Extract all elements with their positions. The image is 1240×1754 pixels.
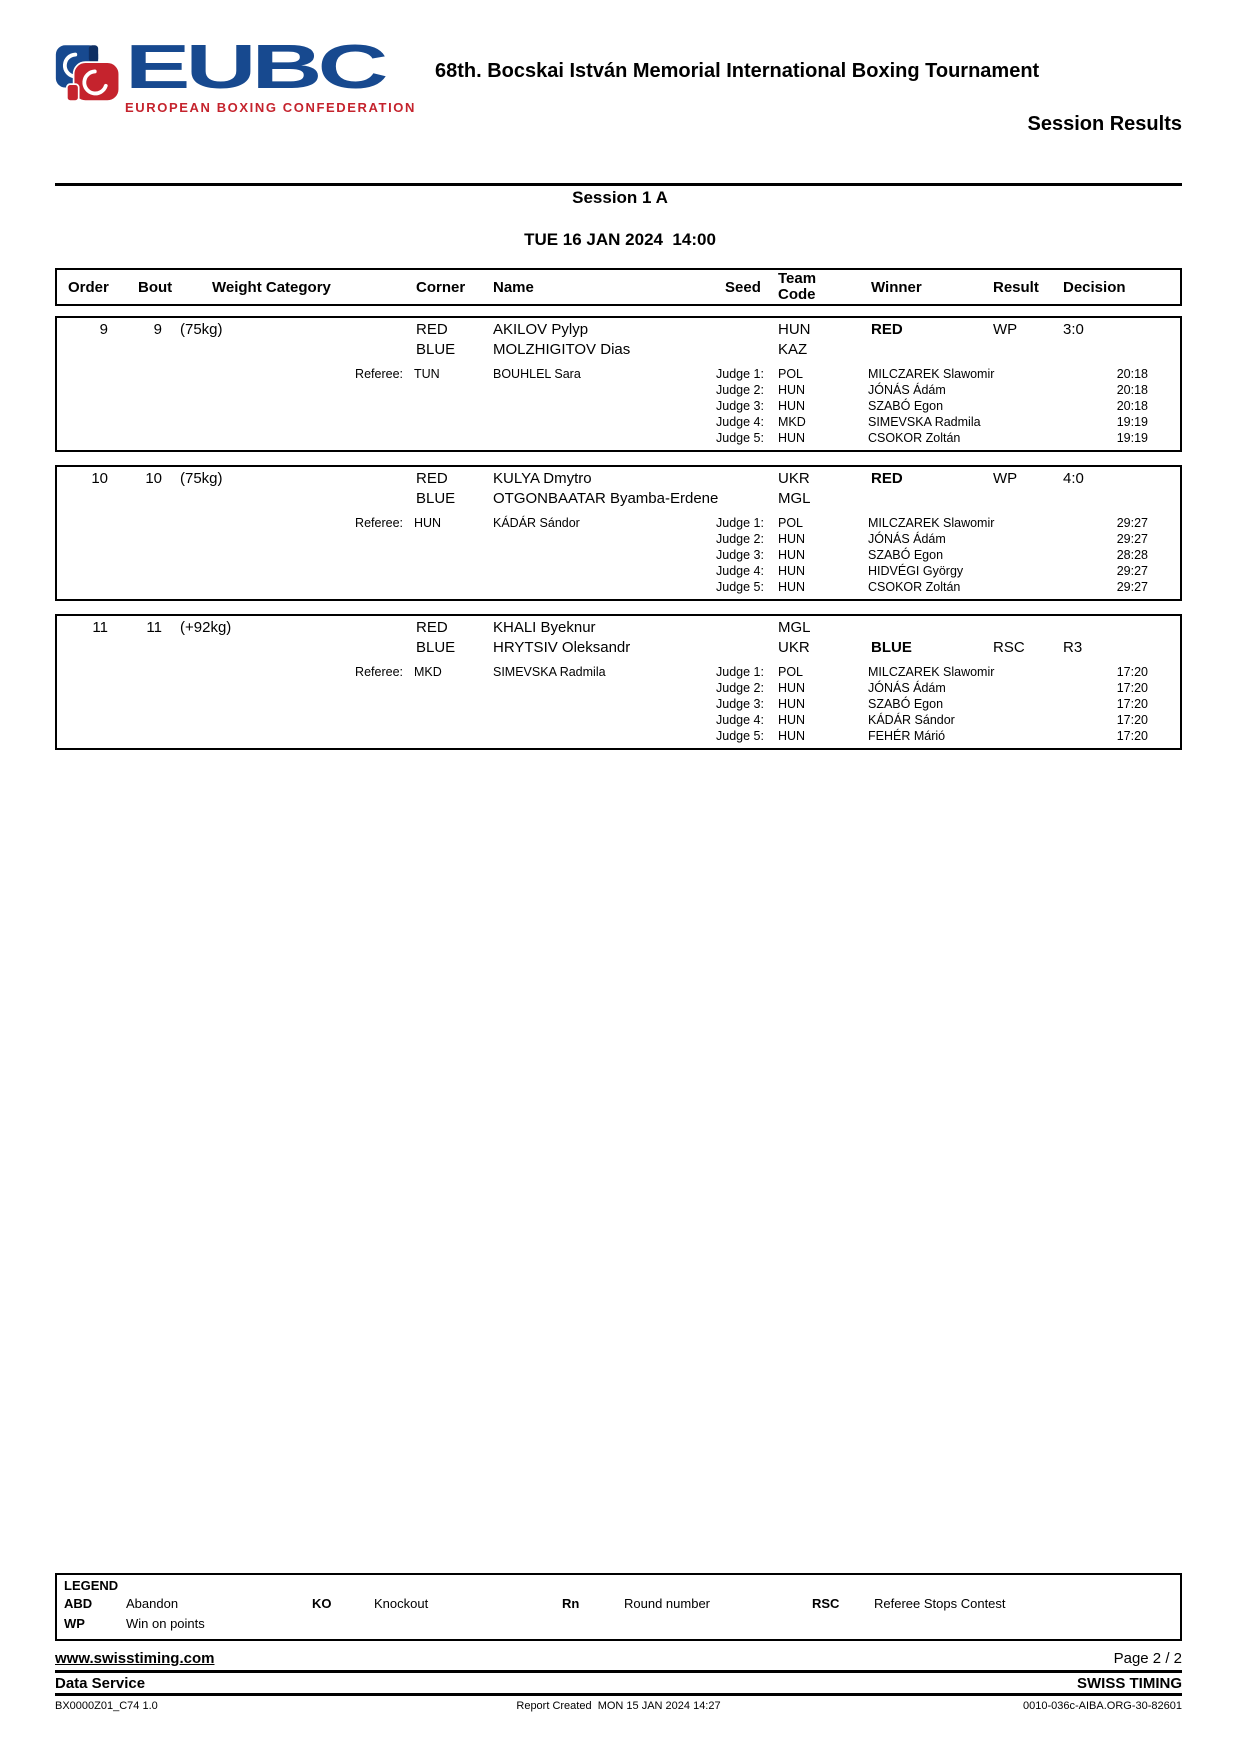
document-id: 0010-036c-AIBA.ORG-30-82601 (1023, 1700, 1182, 1712)
legend-item (812, 1595, 1173, 1613)
judge-label: Judge 3: (716, 548, 764, 562)
judge-country-code: HUN (778, 681, 806, 695)
col-header-team-line2: Code (778, 286, 816, 303)
bouts-container (55, 316, 1182, 750)
judge-label: Judge 1: (716, 665, 764, 679)
legend-desc: Round number (624, 1596, 710, 1611)
red-corner-label: RED (416, 619, 448, 636)
judge-row (707, 414, 1180, 430)
judge-country-code: HUN (778, 383, 806, 397)
decision-value: R3 (1063, 639, 1083, 656)
winner-value: BLUE (871, 639, 912, 656)
boxing-glove-icon (55, 40, 121, 108)
judge-score: 20:18 (1116, 399, 1148, 413)
bout-red-row (57, 320, 1180, 340)
referee-label: Referee: (355, 665, 403, 679)
legend-item (312, 1595, 562, 1613)
officials-section (57, 515, 1180, 595)
judge-row (707, 531, 1180, 547)
footer-row-1 (55, 1650, 1182, 1668)
judge-row (707, 366, 1180, 382)
judge-row (707, 579, 1180, 595)
legend-item (64, 1595, 312, 1613)
judge-country-code: POL (778, 516, 804, 530)
judge-row (707, 430, 1180, 446)
referee-label: Referee: (355, 367, 403, 381)
judge-label: Judge 2: (716, 383, 764, 397)
blue-boxer-name: HRYTSIV Oleksandr (493, 639, 631, 656)
col-header-corner: Corner (416, 278, 466, 296)
legend-code: ABD (64, 1596, 93, 1611)
judge-country-code: MKD (778, 415, 806, 429)
judge-label: Judge 3: (716, 697, 764, 711)
judge-country-code: HUN (778, 431, 806, 445)
bout-order: 10 (91, 470, 108, 487)
eubc-wordmark: EUBC (125, 33, 384, 102)
red-team-code: HUN (778, 321, 811, 338)
col-header-bout: Bout (138, 278, 173, 296)
judge-row (707, 680, 1180, 696)
bout-red-row (57, 618, 1180, 638)
col-header-weight-category: Weight Category (212, 278, 331, 296)
judge-country-code: HUN (778, 697, 806, 711)
referee-country-code: TUN (414, 367, 440, 381)
swiss-timing-label: SWISS TIMING (1077, 1675, 1182, 1692)
bout-weight-category: (75kg) (180, 321, 223, 338)
judge-row (707, 547, 1180, 563)
eubc-logo (55, 33, 417, 115)
legend-title: LEGEND (64, 1578, 119, 1593)
judge-score: 17:20 (1116, 697, 1148, 711)
judge-score: 20:18 (1116, 383, 1148, 397)
bout-blue-row (57, 340, 1180, 360)
judges-rows (707, 664, 1180, 744)
legend-item (64, 1615, 312, 1633)
header-divider (55, 183, 1182, 186)
judge-label: Judge 3: (716, 399, 764, 413)
red-boxer-name: KULYA Dmytro (493, 470, 592, 487)
bout-order: 9 (99, 321, 108, 338)
judge-country-code: HUN (778, 580, 806, 594)
col-header-name: Name (493, 278, 534, 296)
officials-section (57, 664, 1180, 744)
judge-country-code: HUN (778, 564, 806, 578)
judge-row (707, 696, 1180, 712)
judge-row (707, 728, 1180, 744)
judge-score: 29:27 (1116, 532, 1148, 546)
judge-row (707, 712, 1180, 728)
page-number: Page 2 / 2 (1113, 1650, 1182, 1667)
judge-score: 17:20 (1116, 681, 1148, 695)
blue-corner-label: BLUE (416, 490, 456, 507)
session-datetime: TUE 16 JAN 2024 14:00 (524, 230, 716, 249)
judge-label: Judge 2: (716, 532, 764, 546)
judge-country-code: HUN (778, 713, 806, 727)
tournament-title: 68th. Bocskai István Memorial International Boxing Tournament (435, 60, 1040, 82)
judge-name: SZABÓ Egon (868, 697, 944, 711)
result-value: WP (993, 470, 1018, 487)
col-header-winner: Winner (871, 278, 922, 296)
referee-country-code: HUN (414, 516, 442, 530)
judge-score: 20:18 (1116, 367, 1148, 381)
judge-country-code: HUN (778, 532, 806, 546)
data-service-label: Data Service (55, 1675, 146, 1692)
judge-country-code: HUN (778, 729, 806, 743)
judge-name: MILCZAREK Slawomir (868, 665, 995, 679)
judge-name: JÓNÁS Ádám (868, 383, 946, 397)
bout-red-row (57, 469, 1180, 489)
judge-name: MILCZAREK Slawomir (868, 367, 995, 381)
bout-number: 10 (145, 470, 162, 487)
referee-row (57, 515, 707, 531)
legend-code: Rn (562, 1596, 580, 1611)
judge-score: 29:27 (1116, 516, 1148, 530)
judge-row (707, 398, 1180, 414)
legend-code: RSC (812, 1596, 840, 1611)
judge-label: Judge 5: (716, 431, 764, 445)
red-boxer-name: KHALI Byeknur (493, 619, 596, 636)
blue-team-code: KAZ (778, 341, 808, 358)
legend-desc: Abandon (126, 1596, 179, 1611)
legend-code: KO (312, 1596, 332, 1611)
col-header-decision: Decision (1063, 278, 1126, 296)
footer-row-3 (55, 1697, 1182, 1715)
winner-value: RED (871, 321, 903, 338)
judge-row (707, 664, 1180, 680)
logo-text (125, 33, 417, 115)
bout-blue-row (57, 489, 1180, 509)
judge-label: Judge 1: (716, 516, 764, 530)
col-header-team-line1: Team (778, 270, 817, 287)
judge-name: MILCZAREK Slawomir (868, 516, 995, 530)
judges-rows (707, 366, 1180, 446)
judge-name: JÓNÁS Ádám (868, 532, 946, 546)
bout-weight-category: (+92kg) (180, 619, 232, 636)
referee-row (57, 664, 707, 680)
decision-value: 4:0 (1063, 470, 1084, 487)
legend-desc: Knockout (374, 1596, 429, 1611)
result-value: WP (993, 321, 1018, 338)
judge-score: 29:27 (1116, 564, 1148, 578)
bout-number: 9 (153, 321, 162, 338)
judge-name: JÓNÁS Ádám (868, 681, 946, 695)
judge-name: FEHÉR Márió (868, 729, 946, 743)
judge-row (707, 563, 1180, 579)
table-header-row (55, 268, 1182, 306)
red-team-code: UKR (778, 470, 810, 487)
judge-score: 28:28 (1116, 548, 1148, 562)
judge-label: Judge 5: (716, 729, 764, 743)
winner-value: RED (871, 470, 903, 487)
footer-divider-2 (55, 1693, 1182, 1696)
col-header-team-code (777, 271, 867, 303)
referee-label: Referee: (355, 516, 403, 530)
red-corner-label: RED (416, 321, 448, 338)
blue-corner-label: BLUE (416, 639, 456, 656)
officials-section (57, 366, 1180, 446)
footer-divider-1 (55, 1670, 1182, 1673)
judge-country-code: POL (778, 665, 804, 679)
bout-order: 11 (92, 619, 108, 636)
session-title: Session 1 A (572, 188, 668, 207)
red-boxer-name: AKILOV Pylyp (493, 321, 589, 338)
swisstiming-link[interactable]: www.swisstiming.com (55, 1650, 215, 1667)
decision-value: 3:0 (1063, 321, 1084, 338)
red-corner-label: RED (416, 470, 448, 487)
legend-box (55, 1573, 1182, 1641)
referee-country-code: MKD (414, 665, 442, 679)
judge-name: SZABÓ Egon (868, 548, 944, 562)
legend-item (562, 1595, 812, 1613)
judge-score: 17:20 (1116, 665, 1148, 679)
bout-number: 11 (146, 619, 162, 636)
judge-label: Judge 4: (716, 713, 764, 727)
judge-name: SIMEVSKA Radmila (868, 415, 981, 429)
bout-block (55, 465, 1182, 601)
legend-desc: Referee Stops Contest (874, 1596, 1006, 1611)
footer-row-2 (55, 1675, 1182, 1693)
bout-block (55, 316, 1182, 452)
bout-block (55, 614, 1182, 750)
judge-label: Judge 2: (716, 681, 764, 695)
judge-score: 19:19 (1116, 415, 1148, 429)
judge-label: Judge 5: (716, 580, 764, 594)
judge-label: Judge 4: (716, 415, 764, 429)
judge-country-code: POL (778, 367, 804, 381)
blue-corner-label: BLUE (416, 341, 456, 358)
legend-code: WP (64, 1616, 85, 1631)
judges-rows (707, 515, 1180, 595)
judge-score: 19:19 (1116, 431, 1148, 445)
report-created: Report Created MON 15 JAN 2024 14:27 (516, 1700, 721, 1712)
judge-row (707, 382, 1180, 398)
judge-score: 29:27 (1116, 580, 1148, 594)
red-team-code: MGL (778, 619, 811, 636)
col-header-result: Result (993, 278, 1039, 296)
blue-boxer-name: OTGONBAATAR Byamba-Erdene (493, 490, 719, 507)
legend-desc: Win on points (126, 1616, 205, 1631)
bout-blue-row (57, 638, 1180, 658)
judge-label: Judge 1: (716, 367, 764, 381)
legend-grid (64, 1595, 1173, 1633)
referee-name: BOUHLEL Sara (493, 367, 581, 381)
col-header-order: Order (68, 278, 109, 296)
result-value: RSC (993, 639, 1025, 656)
eubc-subtitle: EUROPEAN BOXING CONFEDERATION (125, 100, 417, 115)
judge-name: CSOKOR Zoltán (868, 580, 961, 594)
report-title: Session Results (1027, 113, 1182, 135)
judge-country-code: HUN (778, 548, 806, 562)
judge-score: 17:20 (1116, 713, 1148, 727)
referee-name: SIMEVSKA Radmila (493, 665, 606, 679)
bout-weight-category: (75kg) (180, 470, 223, 487)
judge-country-code: HUN (778, 399, 806, 413)
judge-name: KÁDÁR Sándor (868, 713, 955, 727)
judge-label: Judge 4: (716, 564, 764, 578)
judge-name: CSOKOR Zoltán (868, 431, 961, 445)
judge-score: 17:20 (1116, 729, 1148, 743)
blue-boxer-name: MOLZHIGITOV Dias (493, 341, 631, 358)
judge-row (707, 515, 1180, 531)
referee-row (57, 366, 707, 382)
col-header-seed: Seed (725, 278, 761, 296)
judge-name: SZABÓ Egon (868, 399, 944, 413)
blue-team-code: MGL (778, 490, 811, 507)
results-table (55, 268, 1182, 763)
referee-name: KÁDÁR Sándor (493, 516, 580, 530)
document-code: BX0000Z01_C74 1.0 (55, 1700, 158, 1712)
blue-team-code: UKR (778, 639, 810, 656)
judge-name: HIDVÉGI György (868, 564, 964, 578)
